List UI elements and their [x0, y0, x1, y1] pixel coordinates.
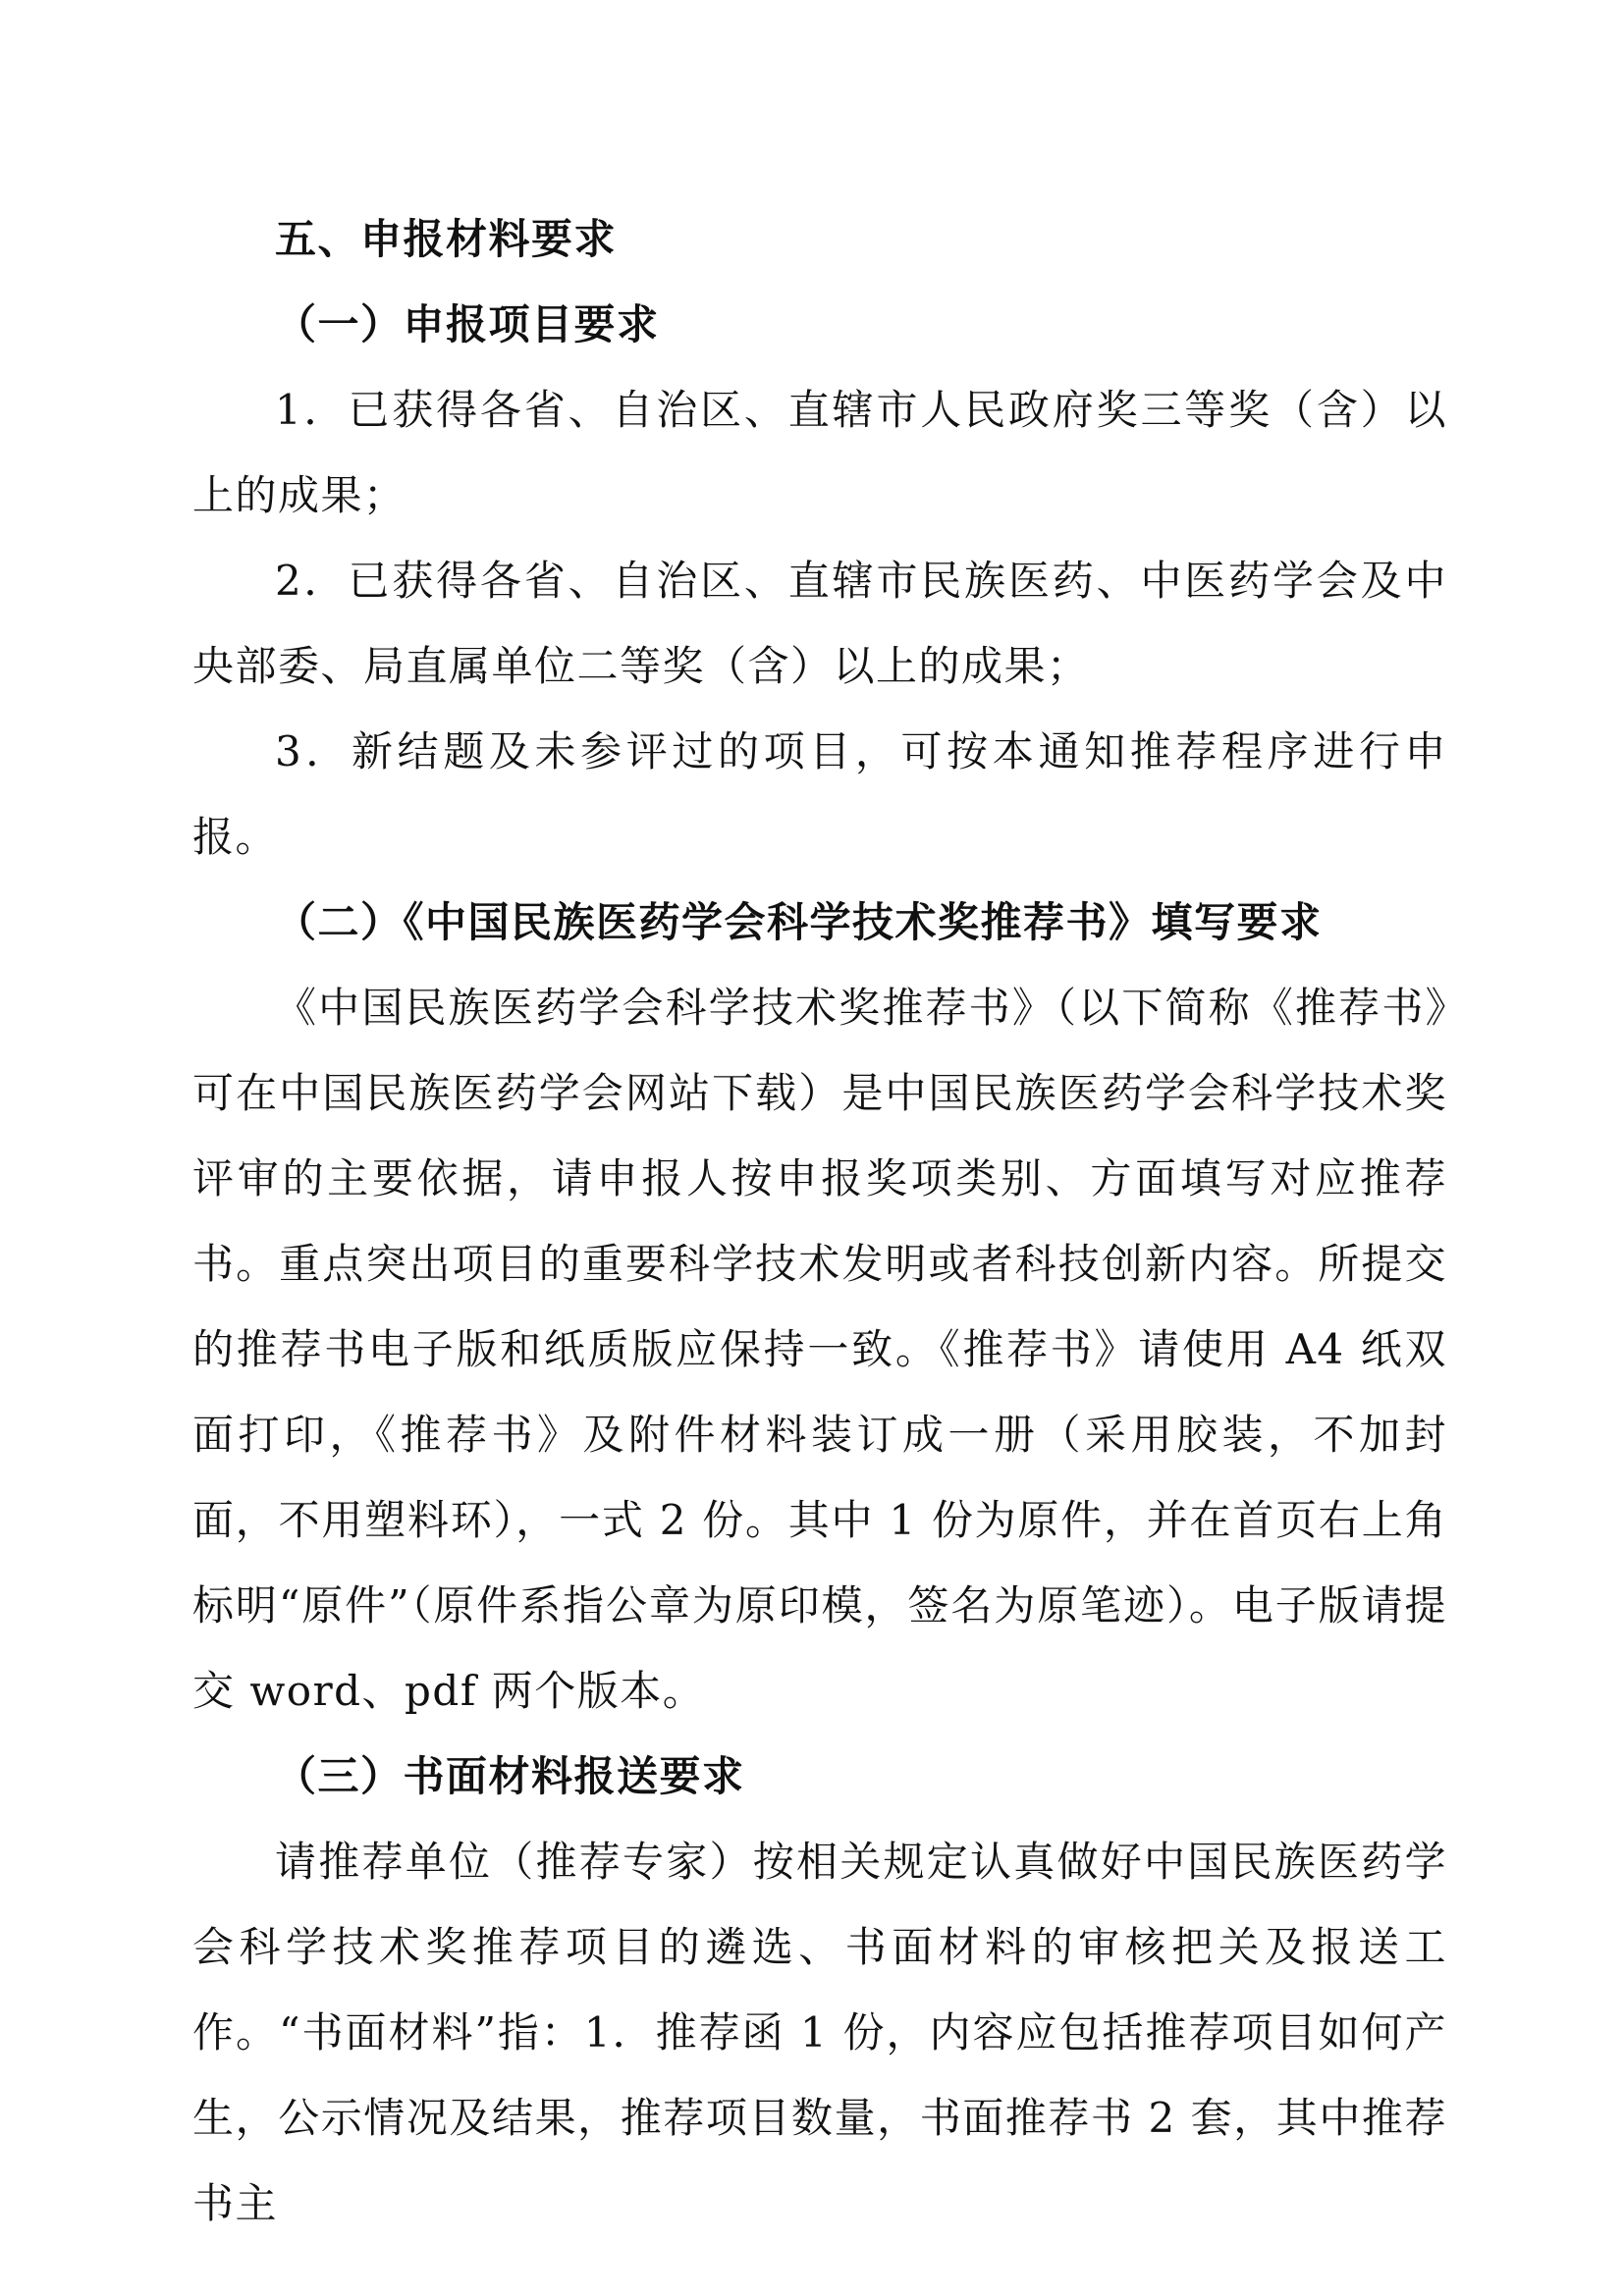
- subsection-title-3: （三）书面材料报送要求: [275, 1752, 745, 1800]
- document-body: [192, 196, 1447, 2246]
- subsection-title-2: （二）《中国民族医药学会科学技术奖推荐书》填写要求: [275, 898, 1323, 946]
- subsection-title-1: （一）申报项目要求: [275, 300, 660, 348]
- list-item: 1．已获得各省、自治区、直辖市人民政府奖三等奖（含）以上的成果；: [192, 386, 1447, 519]
- paragraph-written-materials: 请推荐单位（推荐专家）按相关规定认真做好中国民族医药学会科学技术奖推荐项目的遴选、书面材料的审核把关及报送工作。“书面材料”指：1．推荐函 1 份，内容应包括推荐项目如何产生，公示情况及结果，推荐项目数量，书面推荐书 2 套，其中推荐书主: [192, 1838, 1447, 2227]
- paragraph-recommendation-form: 《中国民族医药学会科学技术奖推荐书》（以下简称《推荐书》可在中国民族医药学会网站下载）是中国民族医药学会科学技术奖评审的主要依据，请申报人按申报奖项类别、方面填写对应推荐书。重点突出项目的重要科学技术发明或者科技创新内容。所提交的推荐书电子版和纸质版应保持一致。《推荐书》请使用 A4 纸双面打印，《推荐书》及附件材料装订成一册（采用胶装，不加封面，不用塑料环），一式 2 份。其中 1 份为原件，并在首页右上角标明“原件”（原件系指公章为原印模，签名为原笔迹）。电子版请提交 word、pdf 两个版本。: [192, 984, 1447, 1715]
- list-item: 3．新结题及未参评过的项目，可按本通知推荐程序进行申报。: [192, 727, 1447, 861]
- list-item: 2．已获得各省、自治区、直辖市民族医药、中医药学会及中央部委、局直属单位二等奖（含）以上的成果；: [192, 557, 1447, 690]
- section-title: 五、申报材料要求: [275, 215, 618, 263]
